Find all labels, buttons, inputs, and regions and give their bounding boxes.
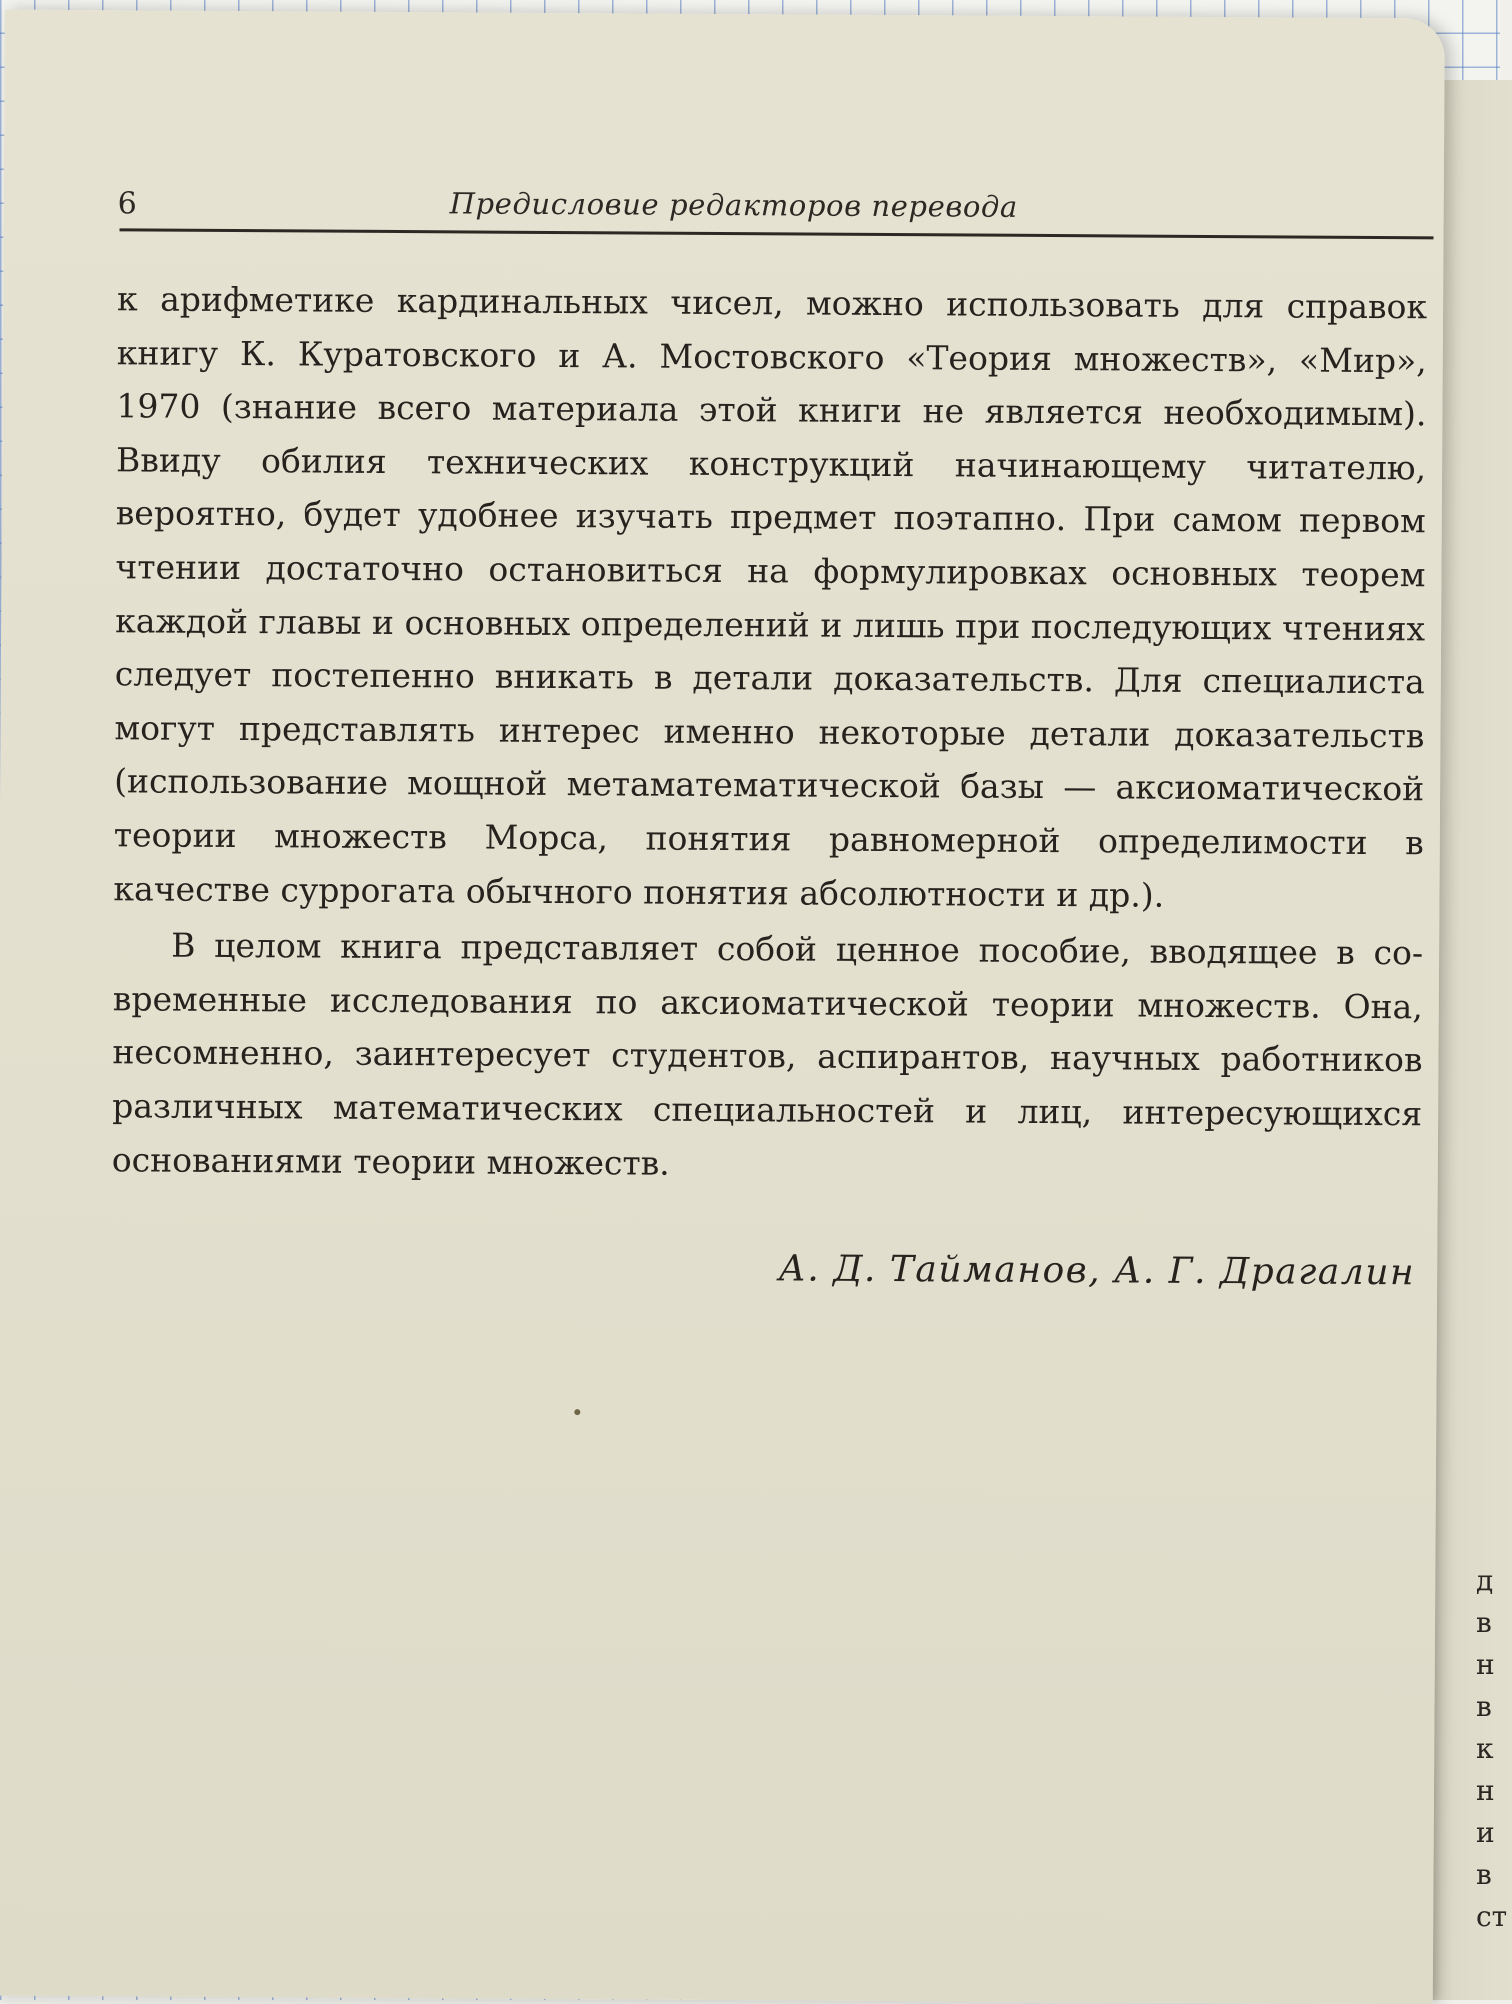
adjacent-letter: д	[1476, 1564, 1494, 1597]
adjacent-letter: в	[1476, 1606, 1492, 1639]
adjacent-letter: ст	[1476, 1900, 1508, 1933]
running-title: Предисловие редакторов перевода	[449, 186, 1018, 224]
adjacent-letter: в	[1476, 1858, 1492, 1891]
signature: А. Д. Тайманов, А. Г. Драгалин	[778, 1248, 1416, 1294]
page-number: 6	[117, 186, 137, 222]
adjacent-page-letters	[1476, 1560, 1508, 1938]
adjacent-letter: н	[1476, 1774, 1495, 1807]
adjacent-letter: и	[1476, 1816, 1495, 1849]
adjacent-letter: в	[1476, 1690, 1492, 1723]
header-rule	[120, 228, 1434, 239]
adjacent-letter: н	[1476, 1648, 1495, 1681]
body-text	[112, 272, 1428, 1194]
adjacent-page-edge	[1432, 80, 1512, 2000]
book-page	[0, 10, 1445, 2004]
paper-speck	[574, 1409, 580, 1415]
paragraph: В целом книга представляет собой ценное пособие, вводящее в современные исследования по аксиоматической теории множеств. Она, несомненно, заинтересует студентов, аспирантов, научных работников различных математических специальностей и лиц, интересующихся основаниями теории множеств.	[111, 925, 1424, 1183]
adjacent-letter: к	[1476, 1732, 1494, 1765]
paragraph: к арифметике кардинальных чисел, можно использовать для справок книгу К. Куратовского и А. Мостовского «Теория множеств», «Мир», 1970 (знание всего материала этой книги не является необходимым). Ввиду обилия технических конструкций начинающему читателю, вероятно, будет удобнее изучать предмет поэтапно. При самом первом чтении достаточно остановиться на формулировках основных теорем каждой главы и основных определений и лишь при последующих чтениях следует постепенно вникать в детали доказательств. Для специалиста могут представлять интерес именно некоторые детали доказательств (использование мощной метаматематической базы — аксиоматической теории множеств Морса, понятия равномерной определимости в качестве суррогата обычного понятия абсолютности и др.).	[113, 279, 1428, 915]
